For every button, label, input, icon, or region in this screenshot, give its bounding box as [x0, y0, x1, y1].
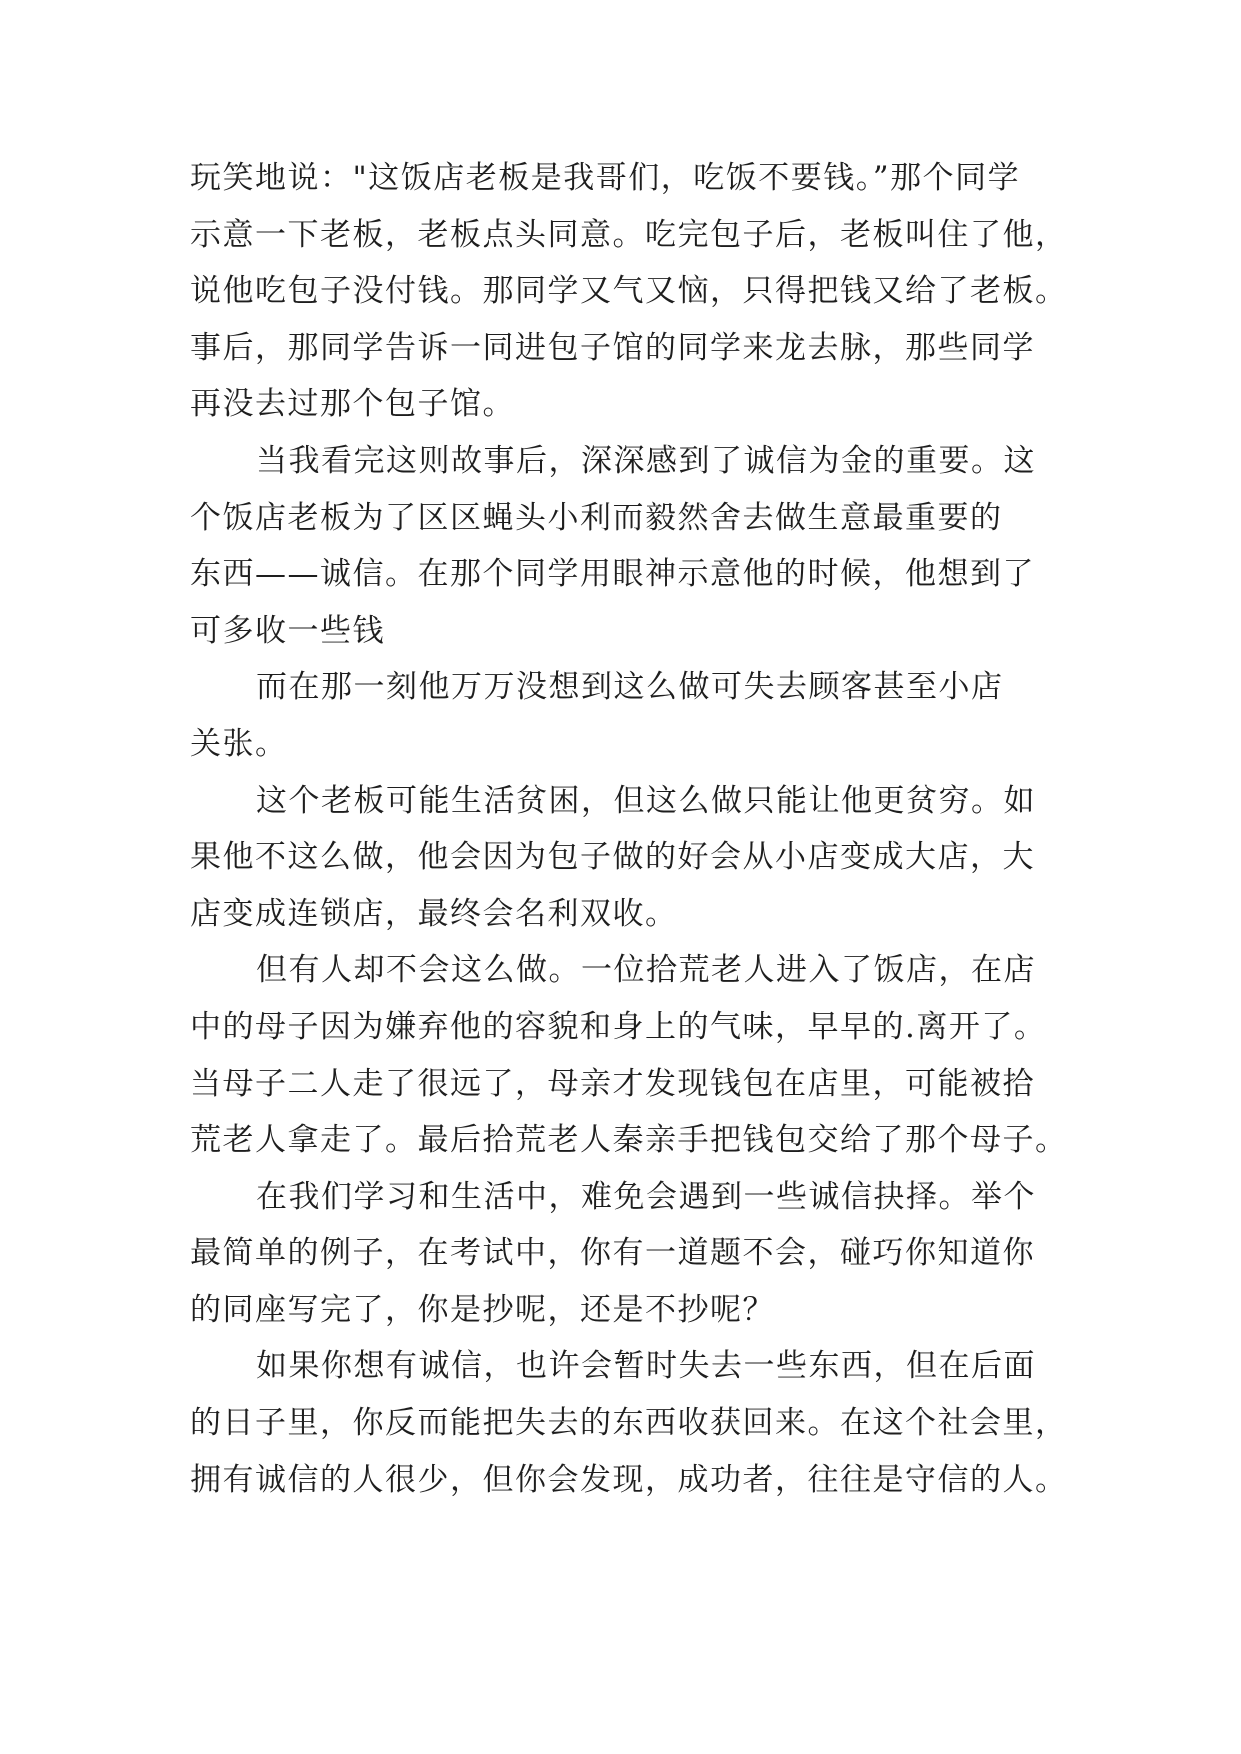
text-line: 的同座写完了，你是抄呢，还是不抄呢？ [190, 1291, 775, 1328]
text-line: 个饭店老板为了区区蝇头小利而毅然舍去做生意最重要的 [190, 499, 1003, 536]
text-line: 说他吃包子没付钱。那同学又气又恼，只得把钱又给了老板。 [190, 273, 1068, 310]
text-line: 示意一下老板，老板点头同意。吃完包子后，老板叫住了他， [190, 216, 1068, 253]
paragraph-first-line: 在我们学习和生活中，难免会遇到一些诚信抉择。举个 [256, 1178, 1036, 1215]
text-line: 当母子二人走了很远了，母亲才发现钱包在店里，可能被拾 [190, 1065, 1035, 1102]
text-line: 的日子里，你反而能把失去的东西收获回来。在这个社会里， [190, 1405, 1068, 1442]
paragraph-first-line: 而在那一刻他万万没想到这么做可失去顾客甚至小店 [256, 669, 1004, 706]
paragraph-first-line: 但有人却不会这么做。一位拾荒老人进入了饭店，在店 [256, 952, 1036, 989]
text-line: 东西——诚信。在那个同学用眼神示意他的时候，他想到了 [190, 556, 1035, 593]
text-line: 关张。 [190, 725, 288, 762]
text-line: 果他不这么做，他会因为包子做的好会从小店变成大店，大 [190, 839, 1035, 876]
text-line: 店变成连锁店，最终会名利双收。 [190, 895, 678, 932]
paragraph-first-line: 这个老板可能生活贫困，但这么做只能让他更贫穷。如 [256, 782, 1036, 819]
text-line: 最简单的例子，在考试中，你有一道题不会，碰巧你知道你 [190, 1235, 1035, 1272]
text-line: 玩笑地说："这饭店老板是我哥们，吃饭不要钱。”那个同学 [190, 160, 1021, 196]
text-line: 中的母子因为嫌弃他的容貌和身上的气味，早早的.离开了。 [190, 1008, 1047, 1045]
document-body [190, 150, 1070, 1508]
paragraph-first-line: 当我看完这则故事后，深深感到了诚信为金的重要。这 [256, 442, 1036, 479]
text-line: 荒老人拿走了。最后拾荒老人秦亲手把钱包交给了那个母子。 [190, 1122, 1068, 1159]
text-line: 事后，那同学告诉一同进包子馆的同学来龙去脉，那些同学 [190, 329, 1035, 366]
paragraph-first-line: 如果你想有诚信，也许会暂时失去一些东西，但在后面 [256, 1348, 1036, 1385]
text-line: 再没去过那个包子馆。 [190, 386, 515, 423]
text-line: 拥有诚信的人很少，但你会发现，成功者，往往是守信的人。 [190, 1461, 1068, 1498]
text-line: 可多收一些钱 [190, 612, 385, 649]
